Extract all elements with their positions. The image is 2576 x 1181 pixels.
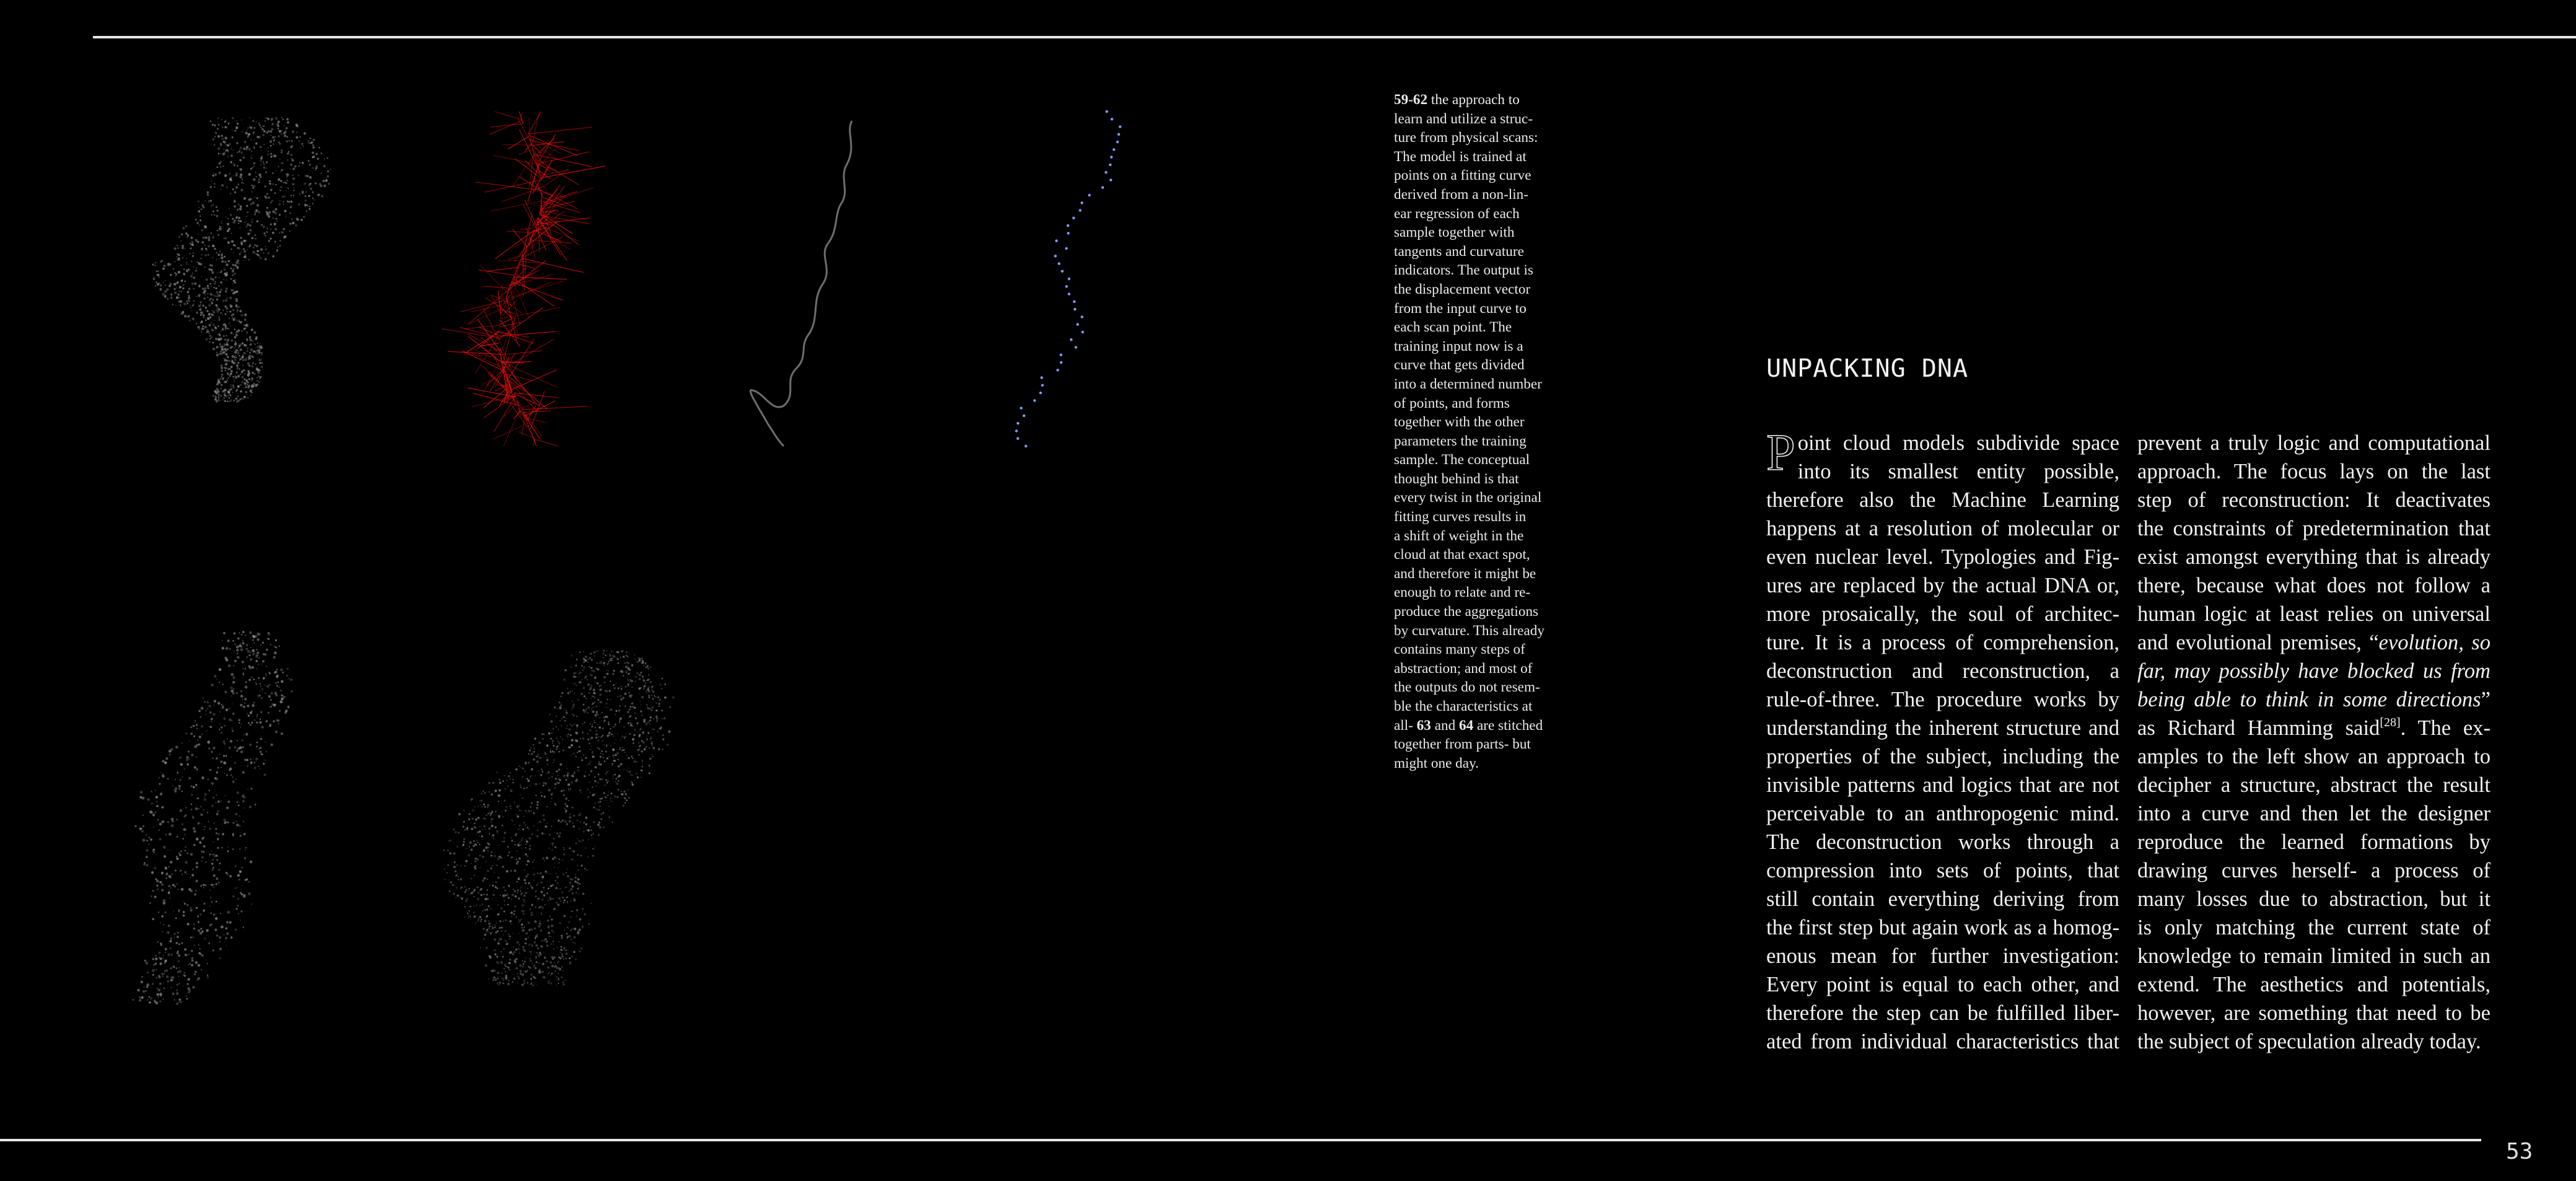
reference-number: [28] [2380, 716, 2401, 729]
body-line: rule-of-three. The procedure works by [1766, 688, 2119, 711]
drop-cap: P [1766, 424, 1795, 481]
body-line: more prosaically, the soul of architec- [1766, 602, 2119, 626]
caption-line: sample. The conceptual [1394, 452, 1530, 468]
body-line: knowledge to remain limited in such an [2137, 944, 2491, 968]
figure-stitched-cloud-sparse [87, 626, 359, 1010]
body-line: happens at a resolution of molecular or [1766, 517, 2119, 540]
body-line: perceivable to an anthropogenic mind. [1766, 802, 2119, 825]
page-number: 53 [2506, 1139, 2533, 1164]
body-line: into its smallest entity possible, [1797, 460, 2119, 483]
body-line: understanding the inherent structure and [1766, 716, 2119, 740]
caption-line: contains many steps of [1394, 641, 1525, 658]
figure-ref: 64 [1458, 717, 1474, 734]
caption-line: training input now is a [1394, 338, 1523, 354]
body-line: ures are replaced by the actual DNA or, [1766, 574, 2119, 597]
body-line: still contain everything deriving from [1766, 887, 2119, 911]
caption-line: all- 63 and 64 are stitched [1394, 717, 1543, 734]
body-line: compression into sets of points, that [1766, 859, 2119, 882]
caption-line: thought behind is that [1394, 470, 1519, 487]
figure-red-displacement-vectors [427, 112, 613, 446]
body-line: oint cloud models subdivide space [1797, 431, 2119, 455]
caption-line: abstraction; and most of [1394, 660, 1533, 677]
body-line: prevent a truly logic and computational [2137, 431, 2491, 455]
caption-line: ble the characteristics at [1394, 698, 1533, 714]
caption-line: and therefore it might be [1394, 565, 1536, 582]
body-line: into a curve and then let the designer [2137, 802, 2491, 825]
caption-line: the displacement vector [1394, 281, 1531, 297]
body-line: human logic at least relies on universal [2137, 602, 2491, 626]
caption-line: produce the aggregations [1394, 604, 1539, 620]
caption-line: ture from physical scans: [1394, 130, 1538, 146]
body-line [2137, 657, 2491, 685]
curve-points-image [991, 105, 1134, 459]
body-line: deconstruction and reconstruction, a [1766, 659, 2119, 683]
article-title: UNPACKING DNA [1766, 354, 1969, 383]
body-line: and evolutional premises, “evolution, so [2137, 631, 2491, 654]
caption-line: might one day. [1394, 755, 1479, 771]
caption-line: enough to relate and re- [1394, 584, 1531, 601]
caption-line: together with the other [1394, 414, 1525, 431]
figure-fitting-curve [740, 115, 864, 449]
body-line: step of reconstruction: It deactivates [2137, 488, 2491, 512]
figure-stitched-cloud-dense [434, 644, 725, 991]
caption-line: fitting curves results in [1394, 509, 1527, 525]
figure-gray-point-cloud [142, 112, 347, 415]
body-line: The deconstruction works through a [1766, 830, 2119, 854]
body-line: ture. It is a process of comprehension, [1766, 631, 2119, 654]
quote-text: being able to think in some directions [2137, 688, 2481, 711]
body-line: as Richard Hamming said[28]. The ex- [2137, 716, 2491, 740]
body-line: drawing curves herself- a process of [2137, 859, 2491, 882]
caption-line: ear regression of each [1394, 205, 1520, 222]
caption-line: every twist in the original [1394, 490, 1542, 506]
body-line: is only matching the current state of [2137, 916, 2491, 939]
caption-line: a shift of weight in the [1394, 527, 1524, 544]
caption-line: from the input curve to [1394, 300, 1527, 317]
caption-line: learn and utilize a struc- [1394, 110, 1533, 127]
body-line: many losses due to abstraction, but it [2137, 887, 2491, 911]
body-line: properties of the subject, including the [1766, 745, 2119, 768]
body-line: therefore the step can be fulfilled liber- [1766, 1001, 2119, 1025]
fitting-curve-image [740, 115, 864, 449]
body-line: invisible patterns and logics that are not [1766, 773, 2119, 797]
body-line: ated from individual characteristics that [1766, 1030, 2119, 1053]
bottom-rule [0, 1139, 2481, 1141]
figure-ref: 59-62 [1394, 92, 1428, 108]
body-line: the constraints of predetermination that [2137, 517, 2491, 540]
caption-line: The model is trained at [1394, 148, 1527, 165]
caption-line: of points, and forms [1394, 395, 1510, 411]
caption-line: parameters the training [1394, 432, 1527, 449]
body-line: being able to think in some directions” [2137, 688, 2491, 711]
body-line: approach. The focus lays on the last [2137, 460, 2491, 483]
quote-text: far, may possibly have blocked us from [2137, 659, 2491, 683]
quote-text: evolution, so [2378, 631, 2491, 654]
article-column-1 [1766, 424, 2119, 1056]
caption-line: into a determined number [1394, 375, 1542, 392]
gray-point-cloud-image [142, 112, 347, 415]
body-line: there, because what does not follow a [2137, 574, 2491, 597]
caption-line: together from parts- but [1394, 736, 1531, 753]
caption-line: the outputs do not resem- [1394, 679, 1540, 696]
stitched-sparse-image [87, 626, 359, 1010]
body-line: exist amongst everything that is already [2137, 545, 2491, 569]
body-line: amples to the left show an approach to [2137, 745, 2491, 768]
article-column-2 [2137, 429, 2491, 1056]
top-rule [93, 36, 2576, 38]
caption-line: cloud at that exact spot, [1394, 547, 1530, 563]
figure-ref: 63 [1416, 717, 1431, 734]
body-line: enous mean for further investigation: [1766, 944, 2119, 968]
body-line: however, are something that need to be [2137, 1001, 2491, 1025]
body-line: extend. The aesthetics and potentials, [2137, 973, 2491, 996]
figure-curve-points-blue [991, 105, 1134, 459]
red-vectors-image [427, 112, 613, 446]
caption-line: indicators. The output is [1394, 262, 1533, 279]
stitched-dense-image [434, 644, 725, 991]
body-line: the first step but again work as a homog- [1766, 916, 2119, 939]
caption-line: derived from a non-lin- [1394, 186, 1528, 203]
body-line: the subject of speculation already today. [2137, 1030, 2481, 1053]
body-line: Every point is equal to each other, and [1766, 973, 2119, 996]
caption-line: tangents and curvature [1394, 243, 1524, 260]
caption-line: by curvature. This already [1394, 622, 1544, 639]
caption-line: each scan point. The [1394, 319, 1512, 336]
caption-line: points on a fitting curve [1394, 167, 1531, 184]
figure-caption [1394, 90, 1556, 773]
caption-line: 59-62 the approach to [1394, 92, 1520, 108]
body-line: even nuclear level. Typologies and Fig- [1766, 545, 2119, 569]
body-line: therefore also the Machine Learning [1766, 488, 2119, 512]
body-line: decipher a structure, abstract the result [2137, 773, 2491, 797]
caption-line: sample together with [1394, 224, 1515, 241]
body-line: reproduce the learned formations by [2137, 830, 2491, 854]
caption-line: curve that gets divided [1394, 357, 1525, 374]
